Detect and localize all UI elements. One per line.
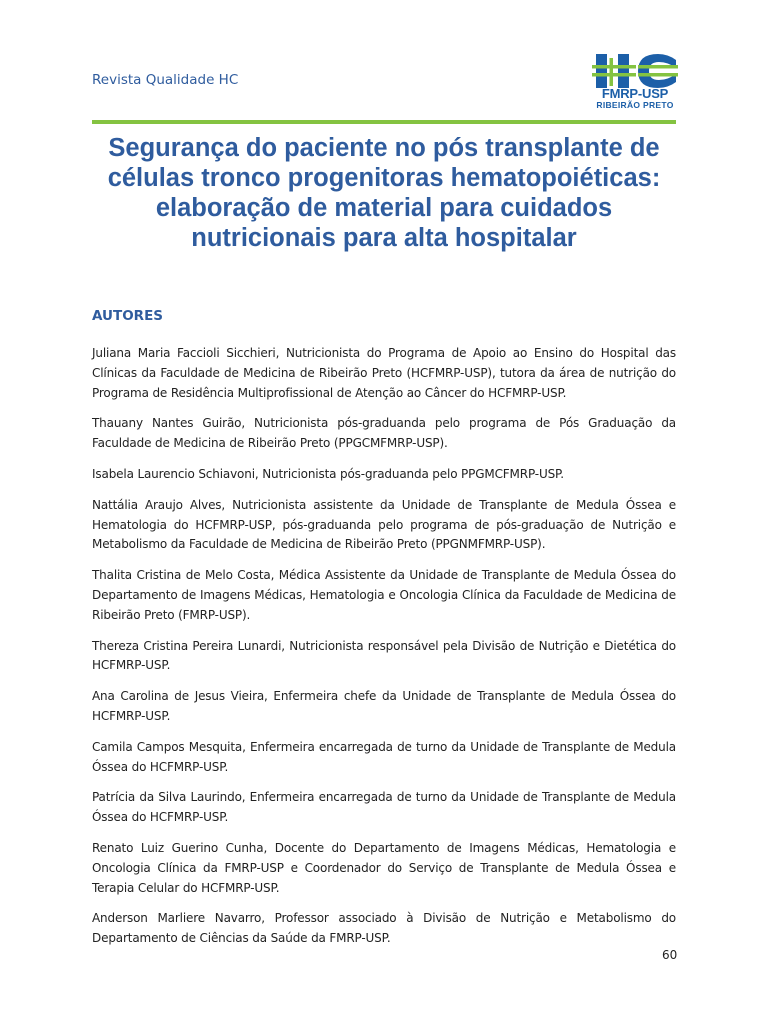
authors-heading: AUTORES (92, 308, 164, 324)
page-number: 60 (662, 948, 678, 962)
author-entry: Ana Carolina de Jesus Vieira, Enfermeira chefe da Unidade de Transplante de Medula Óssea do HCFMRP-USP. (92, 689, 676, 723)
author-entry: Patrícia da Silva Laurindo, Enfermeira encarregada de turno da Unidade de Transplante de Medula Óssea do HCFMRP-USP. (92, 790, 676, 825)
hc-fmrp-usp-logo (592, 52, 678, 110)
author-entry: Renato Luiz Guerino Cunha, Docente do Departamento de Imagens Médicas, Hematologia e Oncologia Clínica da FMRP-USP e Coordenador do Serviço de Transplante de Medula Óssea e Terapia Celular do HCFMRP-USP. (92, 840, 676, 895)
logo-text-fmrp-usp: FMRP-USP (601, 86, 669, 101)
author-entry: Isabela Laurencio Schiavoni, Nutricionista pós-graduanda pelo PPGMCFMRP-USP. (92, 466, 564, 481)
author-entry: Thalita Cristina de Melo Costa, Médica Assistente da Unidade de Transplante de Medula Óssea do Departamento de Imagens Médicas, Hematologia e Oncologia Clínica da Faculdade de Medicina de Ribeirão Preto (FMRP-USP). (92, 568, 676, 622)
logo-text-ribeirao-preto: RIBEIRÃO PRETO (596, 100, 674, 110)
article-title: Segurança do paciente no pós transplante de células tronco progenitoras hematopoiéticas: elaboração de material para cuidados nutricionais para alta hospitalar (107, 134, 661, 252)
author-entry: Anderson Marliere Navarro, Professor associado à Divisão de Nutrição e Metabolismo do Departamento de Ciências da Saúde da FMRP-USP. (92, 911, 676, 946)
authors-list (92, 344, 676, 960)
author-entry: Thereza Cristina Pereira Lunardi, Nutricionista responsável pela Divisão de Nutrição e Dietética do HCFMRP-USP. (92, 638, 676, 673)
author-entry: Thauany Nantes Guirão, Nutricionista pós-graduanda pelo programa de Pós Graduação da Faculdade de Medicina de Ribeirão Preto (PPGCMFMRP-USP). (92, 416, 676, 451)
header-divider (92, 120, 676, 124)
author-entry: Juliana Maria Faccioli Sicchieri, Nutricionista do Programa de Apoio ao Ensino do Hospital das Clínicas da Faculdade de Medicina de Ribeirão Preto (HCFMRP-USP), tutora da área de nutrição do Programa de Residência Multiprofissional de Atenção ao Câncer do HCFMRP-USP. (92, 346, 676, 400)
author-entry: Nattália Araujo Alves, Nutricionista assistente da Unidade de Transplante de Medula Óssea e Hematologia do HCFMRP-USP, pós-graduanda pelo programa de pós-graduação de Nutrição e Metabolismo da Faculdade de Medicina de Ribeirão Preto (PPGNMFMRP-USP). (92, 497, 676, 552)
author-entry: Camila Campos Mesquita, Enfermeira encarregada de turno da Unidade de Transplante de Medula Óssea do HCFMRP-USP. (92, 739, 676, 774)
journal-name: Revista Qualidade HC (92, 72, 239, 88)
